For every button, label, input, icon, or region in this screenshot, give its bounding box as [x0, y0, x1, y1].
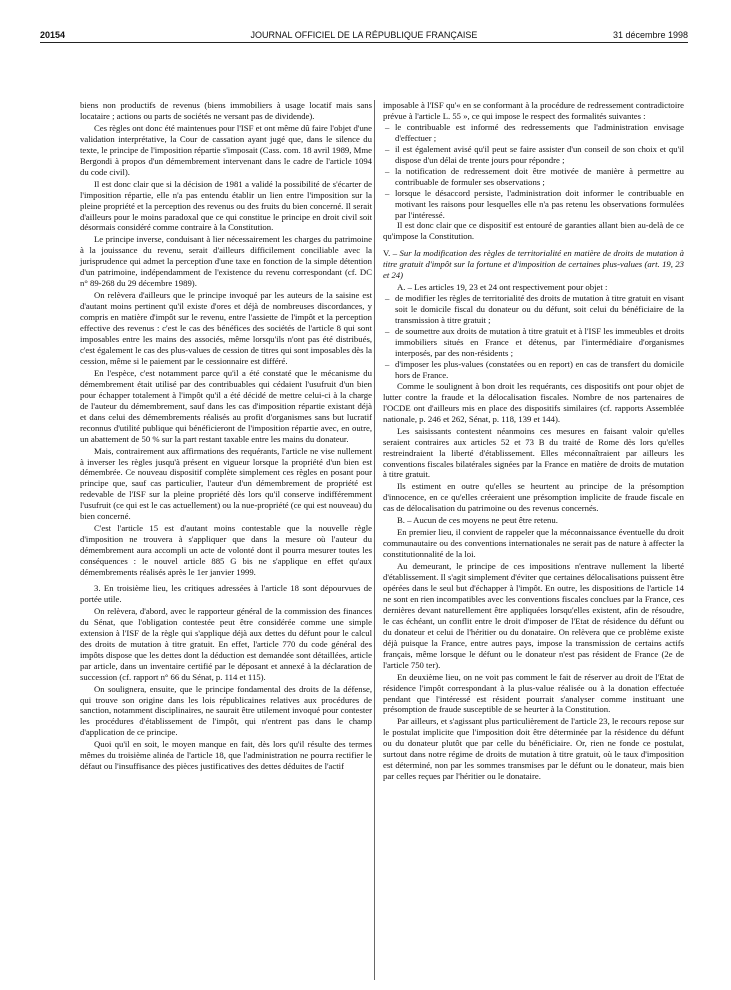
paragraph: Les saisissants contestent néanmoins ces mesures en faisant valoir qu'elles seraient contraires aux articles 52 et 73 B du traité de Rome dès lors qu'elles restreindraient la liberté d'établissement. Elles méconnaîtraient par ailleurs les conventions fiscales bilatérales signées par la France en matière de droits de mutation à titre gratuit.: [383, 425, 684, 480]
list-item: – lorsque le désaccord persiste, l'administration doit informer le contribuable en motivant les raisons pour lesquelles elle n'a pas retenu les observations formulées par l'intéressé.: [383, 188, 684, 221]
paragraph: On soulignera, ensuite, que le principe fondamental des droits de la défense, qui trouve son origine dans les lois républicaines relatives aux procédures de sanction, notamment disciplinaires, ne saurait être utilement invoqué pour contester les procédures d'établissement de l'impôt, qui n'entrent pas dans le champ d'application de ce principe.: [80, 683, 372, 738]
paragraph: On relèvera d'ailleurs que le principe invoqué par les auteurs de la saisine est d'autant moins pertinent qu'il existe d'ores et déjà de nombreuses discordances, y compris en matière d'impôt sur le revenu, entre l'assiette de l'impôt et la perception effective des revenus : c'est le cas des bénéfices des sociétés de l'article 8 qui sont imposables entre les mains des associés, même lorsqu'ils n'ont pas été distribués, c'est également le cas des plus-values de cession de titres qui sont imposables dès la cession, même si le paiement par le cessionnaire est différé.: [80, 290, 372, 366]
page-header: [40, 28, 688, 43]
subsection-a: A. – Les articles 19, 23 et 24 ont respectivement pour objet :: [397, 282, 608, 293]
list-item: – de soumettre aux droits de mutation à titre gratuit et à l'ISF les immeubles et droits immobiliers situés en France et détenus, par l'intermédiaire d'organismes interposés, par des non-résidents ;: [383, 326, 684, 359]
section-number: V. –: [383, 248, 398, 259]
formalities-list: [383, 122, 684, 221]
column-divider: [374, 100, 375, 980]
list-item: – la notification de redressement doit être motivée de manière à permettre au contribuable de formuler ses observations ;: [383, 166, 684, 188]
paragraph: Par ailleurs, et s'agissant plus particulièrement de l'article 23, le recours repose sur le postulat implicite que l'imposition doit être déterminée par la résidence du défunt ou du donateur plutôt que par celle du bénéficiaire. Or, rien ne fonde ce postulat, surtout dans notre régime de droits de mutation à titre gratuit, où le taux d'imposition est déterminé, non par les sommes transmises par le défunt ou le donateur, mais bien par celles reçues par l'héritier ou le donataire.: [383, 716, 684, 782]
paragraph: Il est donc clair que si la décision de 1981 a validé la possibilité de s'écarter de l'imposition répartie, elle n'a pas entendu établir un lien entre l'imposition sur la pleine propriété et la perception des revenus ou des fruits du bien concerné. Il serait d'ailleurs pour le moins paradoxal que ce qui constitue le principe en droit civil soit désormais considéré comme contraire à la Constitution.: [80, 178, 372, 233]
paragraph: On relèvera, d'abord, avec le rapporteur général de la commission des finances du Sénat, que l'obligation contestée peut être considérée comme une simple extension à l'ISF de la règle qui s'applique déjà aux dettes du défunt pour le calcul des droits de mutation à titre gratuit. En effet, l'article 770 du code général des impôts dispose que les dettes dont la déduction est demandée sont détaillées, article par article, dans un inventaire certifié par le déposant et annexé à la déclaration de succession (cf. rapport n° 66 du Sénat, p. 114 et 115).: [80, 605, 372, 682]
paragraph: imposable à l'ISF qu'« en se conformant à la procédure de redressement contradictoire prévue à l'article L. 55 », ce qui impose le respect des formalités suivantes :: [383, 100, 684, 121]
paragraph: Mais, contrairement aux affirmations des requérants, l'article ne vise nullement à inverser les règles jusqu'à présent en vigueur lorsque la propriété d'un bien est démembrée. Ce nouveau dispositif complète simplement ces règles en posant pour principe que, sauf cas particulier, l'auteur d'un démembrement de propriété est redevable de l'ISF sur la pleine propriété dès lors qu'il conserve indifféremment l'usufruit (ce qui est le cas actuellement) ou la nue-propriété (ce qui est nouveau) du bien concerné.: [80, 445, 372, 522]
publication-date: 31 décembre 1998: [612, 30, 688, 40]
paragraph: Le principe inverse, conduisant à lier nécessairement les charges du patrimoine à la jouissance du revenu, serait d'ailleurs difficilement conciliable avec la jurisprudence qui admet la perception d'une taxe en fonction de la simple détention d'un patrimoine, indépendamment de l'existence du revenu correspondant (cf. DC n° 89-268 du 29 décembre 1989).: [80, 234, 372, 289]
paragraph: 3. En troisième lieu, les critiques adressées à l'article 18 sont dépourvues de portée utile.: [80, 582, 372, 604]
paragraph: Comme le soulignent à bon droit les requérants, ces dispositifs ont pour objet de lutter contre la fraude et la délocalisation fiscales. Nombre de nos partenaires de l'OCDE ont d'ailleurs mis en place des dispositifs similaires (cf. rapports Assemblée nationale, p. 246 et 262, Sénat, p. 118, 139 et 144).: [383, 380, 684, 424]
section-heading: [383, 248, 684, 281]
right-column: [383, 100, 684, 782]
paragraph: biens non productifs de revenus (biens immobiliers à usage locatif mais sans locataire ; actions ou parts de sociétés ne versant pas de dividende).: [80, 100, 372, 121]
page-number: 20154: [40, 30, 66, 40]
list-item: – de modifier les règles de territorialité des droits de mutation à titre gratuit en visant soit le domicile fiscal du donateur ou du défunt, soit celui du bénéficiaire de la transmission à titre gratuit ;: [383, 293, 684, 326]
section-title: Sur la modification des règles de territorialité en matière de droits de mutation à titre gratuit d'impôt sur la fortune et d'imposition de certaines plus-values (art. 19, 23 et 24): [383, 248, 685, 281]
paragraph: Ils estiment en outre qu'elles se heurtent au principe de la présomption d'innocence, en ce qu'elles créeraient une présomption implicite de fraude fiscale en cas de délocalisation du patrimoine ou des revenus concernés.: [383, 481, 684, 514]
paragraph: C'est l'article 15 est d'autant moins contestable que la nouvelle règle d'imposition ne trouvera à s'appliquer que dans la mesure où l'auteur du démembrement aura accompli un acte de volonté dont il pourra mesurer toutes les conséquences : le nouvel article 885 G bis ne s'applique en effet qu'aux démembrements réalisés après le 1er janvier 1999.: [80, 523, 372, 578]
left-column: [80, 100, 372, 772]
paragraph: Quoi qu'il en soit, le moyen manque en fait, dès lors qu'il résulte des termes mêmes du troisième alinéa de l'article 18, que l'administration ne pourra rectifier le défaut ou l'insuffisance des pièces justificatives des dettes déduites de l'actif: [80, 739, 372, 772]
paragraph: Il est donc clair que ce dispositif est entouré de garanties allant bien au-delà de ce qu'impose la Constitution.: [383, 220, 684, 242]
objectives-list: [383, 293, 684, 381]
list-item: – d'imposer les plus-values (constatées ou en report) en cas de transfert du domicile hors de France.: [383, 359, 684, 381]
paragraph: En l'espèce, c'est notamment parce qu'il a été constaté que le mécanisme du démembrement était utilisé par des contribuables qui cédaient l'usufruit d'un bien pour échapper totalement à l'impôt qu'il a été décidé de mettre celui-ci à la charge de l'auteur du démembrement, sauf dans les cas d'imposition répartie existant déjà et dans celui des démembrements réalisés au profit d'organismes sans but lucratif reconnus d'utilité publique qui bénéficieront de l'imposition répartie avec, en outre, un abattement de 50 % sur la part restant taxable entre les mains du donateur.: [80, 367, 372, 444]
paragraph: Au demeurant, le principe de ces impositions n'entrave nullement la liberté d'établissement. Il s'agit simplement d'éviter que certaines délocalisations puissent être opérées dans le seul but d'échapper à l'impôt. En outre, les dispositions de l'article 14 ne sont en rien incompatibles avec les conventions fiscales conclues par la France, ces dernières devant naturellement être appliquées lorsqu'elles existent, afin de résoudre, le cas échéant, un conflit entre le droit d'imposer de l'Etat de résidence du défunt ou du donateur et celui de l'héritier ou du donataire. On relèvera que ce problème existe déjà puisque la France, entre autres pays, impose la transmission de certains actifs français, même lorsque le défunt ou le donateur n'est pas résident de France (2e de l'article 750 ter).: [383, 561, 684, 670]
journal-title: JOURNAL OFFICIEL DE LA RÉPUBLIQUE FRANÇAISE: [250, 30, 478, 40]
paragraph: En deuxième lieu, on ne voit pas comment le fait de réserver au droit de l'Etat de résidence l'impôt correspondant à la plus-value réalisée ou à la donation effectuée pendant que l'intéressé est résident pourrait s'analyser comme instituant une présomption de fraude susceptible de se heurter à la Constitution.: [383, 671, 684, 715]
paragraph: En premier lieu, il convient de rappeler que la méconnaissance éventuelle du droit communautaire ou des conventions internationales ne serait pas de nature à affecter la constitutionnalité de la loi.: [383, 527, 684, 560]
subsection-b: B. – Aucun de ces moyens ne peut être retenu.: [397, 515, 558, 526]
list-item: – il est également avisé qu'il peut se faire assister d'un conseil de son choix et qu'il dispose d'un délai de trente jours pour répondre ;: [383, 144, 684, 166]
paragraph: Ces règles ont donc été maintenues pour l'ISF et ont même dû faire l'objet d'une validation interprétative, la Cour de cassation ayant jugé que, dans le silence du texte, le principe de l'imposition répartie s'imposait (Cass. com. 18 avril 1989, Mme Bergondi à propos d'un démembrement intervenant dans le cadre de l'article 1094 du code civil).: [80, 122, 372, 177]
list-item: – le contribuable est informé des redressements que l'administration envisage d'effectuer ;: [383, 122, 684, 144]
